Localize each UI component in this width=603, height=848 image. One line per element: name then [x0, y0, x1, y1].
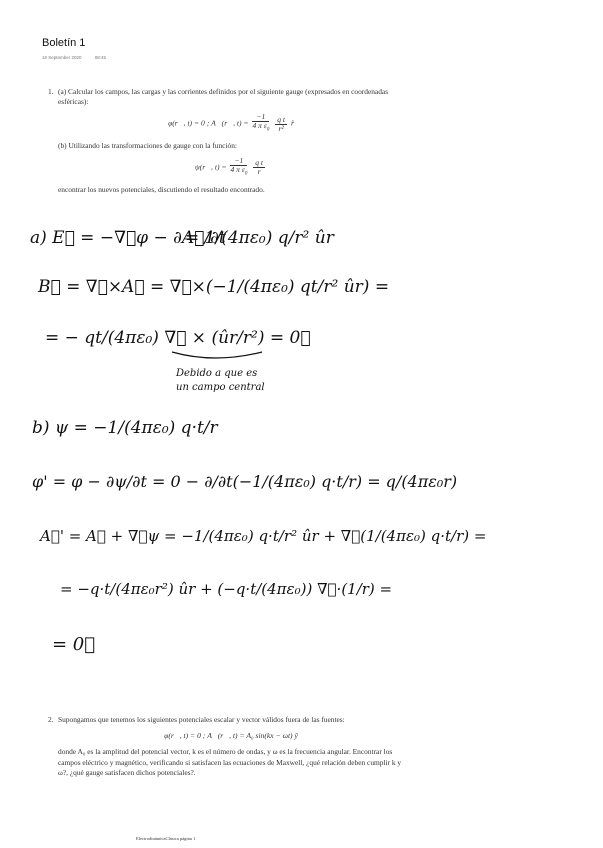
page-time: 08:45	[94, 55, 107, 60]
problem-2-body: donde A₀ es la amplitud del potencial vector, k es el número de ondas, y ω es la frecuencia angular. Encontrar los campos eléctrico y magnético, verificando si satisfacen las ecuaciones de Maxwell, ¿qué relación deben cumplir k y ω?, ¿qué gauge satisfacen dichos potenciales?.	[58, 747, 402, 777]
hw-a-B-result: = − qt/(4πε₀) ∇⃗ × (ûr/r²) = 0⃗	[45, 328, 311, 348]
page-footer: ElectrodinámicaClásica página 1	[136, 836, 196, 841]
problem-1a-equation: φ(r⃗, t) = 0 ; A⃗(r⃗, t) = $\frac{-1}{4 \pi \varepsilon_0}$ $\frac{\text{q t}}{\text{r²}}$ r̂	[168, 112, 294, 133]
hw-b-A: A⃗' = A⃗ + ∇⃗ψ = −1/(4πε₀) q·t/r² ûr + ∇⃗(1/(4πε₀) q·t/r) =	[40, 527, 487, 545]
page-title: Boletín 1	[42, 37, 86, 49]
hw-brace	[172, 352, 262, 358]
hw-a-E-result: = 1/(4πε₀) q/r² ûr	[185, 228, 334, 248]
hw-note-1: Debido a que es	[176, 368, 258, 379]
hw-b-A2: = −q·t/(4πε₀r²) ûr + (−q·t/(4πε₀)) ∇⃗·(1/r) =	[60, 580, 393, 598]
problem-2-equation: φ(r⃗, t) = 0 ; A⃗(r⃗, t) = A₀ sin(kx − ωt) ŷ	[164, 731, 298, 741]
hw-a-B: B⃗ = ∇⃗×A⃗ = ∇⃗×(−1/(4πε₀) qt/r² ûr) =	[38, 277, 390, 297]
problem-1b-intro: (b) Utilizando las transformaciones de gauge con la función:	[58, 140, 237, 150]
problem-1b-equation: ψ(r⃗, t) = $\frac{-1}{4 \pi \varepsilon_0}$ $\frac{\text{q t}}{r}$	[194, 156, 264, 177]
hw-note-2: un campo central	[176, 382, 265, 393]
problem-1b-outro: encontrar los nuevos potenciales, discutiendo el resultado encontrado.	[58, 184, 265, 194]
hw-a-E: a) E⃗ = −∇⃗φ − ∂A⃗/∂t	[30, 228, 226, 248]
page-date: 16 September 2020	[42, 55, 82, 60]
problem-1-number: 1.	[48, 87, 54, 96]
hw-b-psi: b) ψ = −1/(4πε₀) q·t/r	[32, 418, 218, 438]
problem-2	[48, 715, 404, 778]
problem-1a-intro: (a) Calcular los campos, las cargas y las corrientes definidos por el siguiente gauge (expresados en coordenadas esféricas):	[58, 87, 389, 107]
hw-b-phi: φ' = φ − ∂ψ/∂t = 0 − ∂/∂t(−1/(4πε₀) q·t/r) = q/(4πε₀r)	[32, 472, 458, 491]
problem-2-intro: Supongamos que tenemos los siguientes potenciales escalar y vector válidos fuera de las fuentes:	[58, 715, 345, 724]
hw-b-A3: = 0⃗	[52, 634, 96, 655]
problem-2-number: 2.	[48, 715, 54, 724]
